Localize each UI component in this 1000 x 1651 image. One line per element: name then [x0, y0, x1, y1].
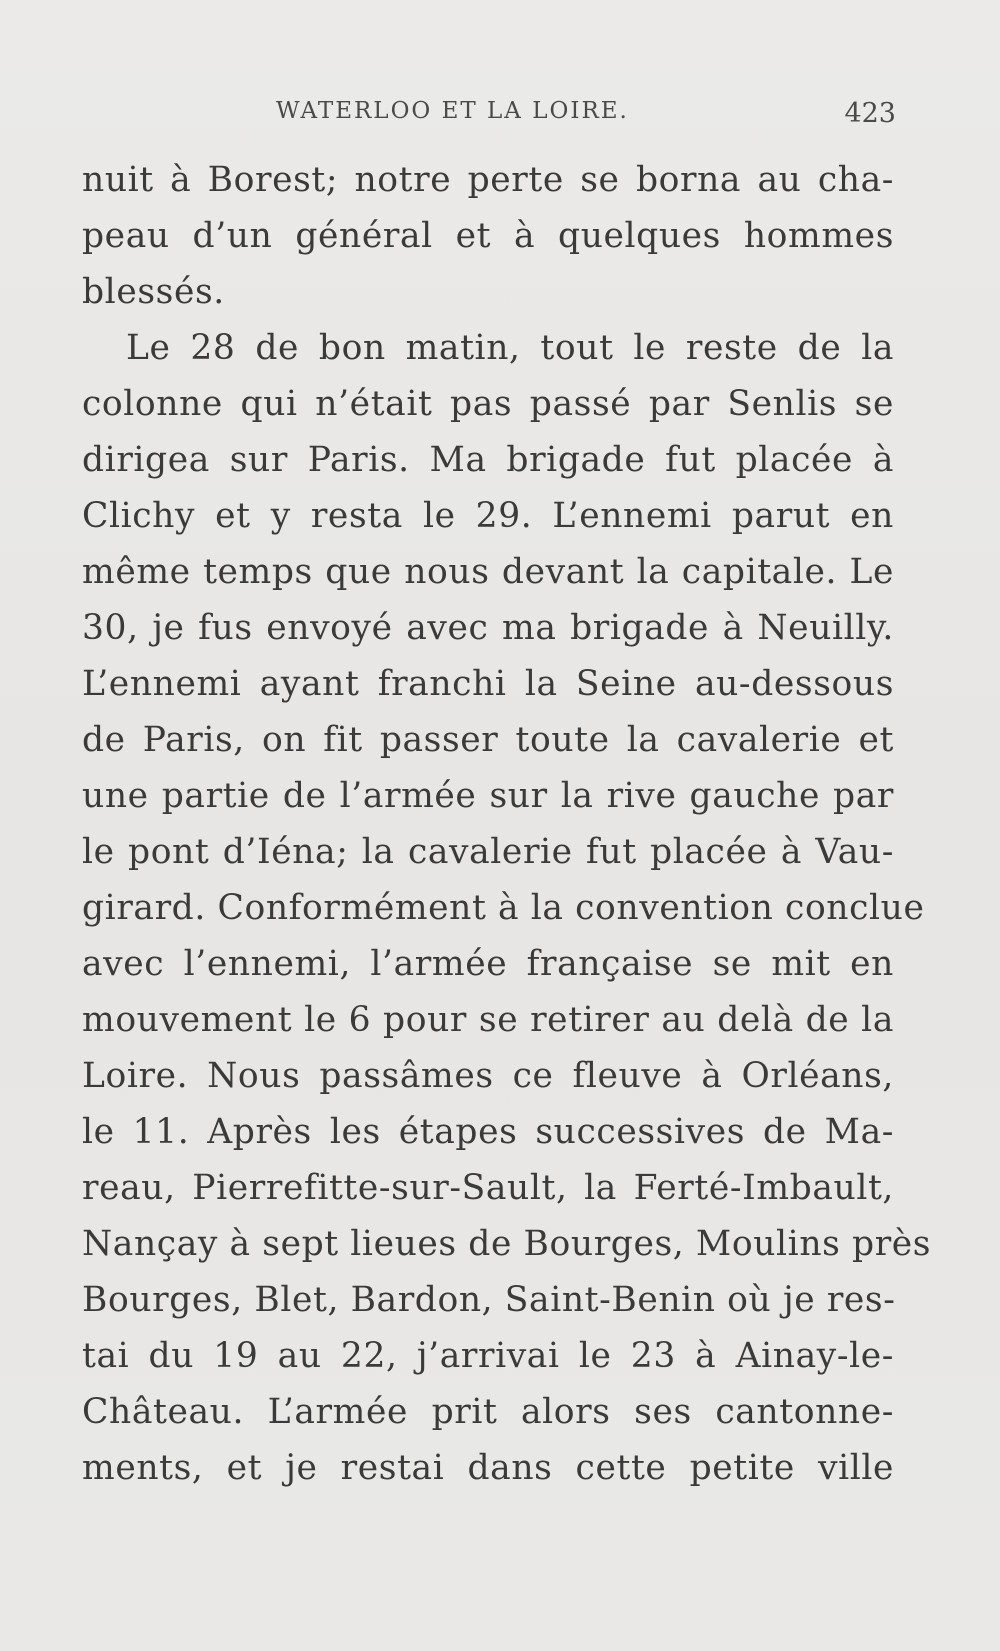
text-line: nuit à Borest; notre perte se borna au cha- — [82, 160, 894, 200]
running-title: WATERLOO ET LA LOIRE. — [276, 98, 629, 124]
text-line: reau, Pierrefitte-sur-Sault, la Ferté-Imbault, — [82, 1168, 894, 1208]
text-line: blessés. — [82, 272, 225, 312]
text-line: une partie de l’armée sur la rive gauche par — [82, 776, 894, 816]
text-line: avec l’ennemi, l’armée française se mit en — [82, 944, 894, 984]
page-number: 423 — [844, 98, 896, 129]
text-line: même temps que nous devant la capitale. Le — [82, 552, 894, 592]
text-line: L’ennemi ayant franchi la Seine au-dessous — [82, 664, 894, 704]
text-line: le 11. Après les étapes successives de Ma- — [82, 1112, 894, 1152]
text-line: Loire. Nous passâmes ce fleuve à Orléans, — [82, 1056, 894, 1096]
text-line: de Paris, on fit passer toute la cavalerie et — [82, 720, 894, 760]
text-line: tai du 19 au 22, j’arrivai le 23 à Ainay-le- — [82, 1336, 894, 1376]
text-line: ments, et je restai dans cette petite ville — [82, 1448, 894, 1488]
text-line: 30, je fus envoyé avec ma brigade à Neuilly. — [82, 608, 894, 648]
running-head — [0, 98, 1000, 138]
text-line: Nançay à sept lieues de Bourges, Moulins près — [82, 1224, 932, 1264]
text-line: Le 28 de bon matin, tout le reste de la — [126, 328, 894, 368]
text-line: girard. Conformément à la convention conclue — [82, 888, 925, 928]
text-line: Bourges, Blet, Bardon, Saint-Benin où je res- — [82, 1280, 896, 1320]
text-line: dirigea sur Paris. Ma brigade fut placée à — [82, 440, 894, 480]
text-line: le pont d’Iéna; la cavalerie fut placée à Vau- — [82, 832, 894, 872]
text-line: mouvement le 6 pour se retirer au delà de la — [82, 1000, 894, 1040]
text-line: Château. L’armée prit alors ses cantonne- — [82, 1392, 894, 1432]
text-line: colonne qui n’était pas passé par Senlis se — [82, 384, 894, 424]
body-text — [82, 152, 932, 1496]
text-line: Clichy et y resta le 29. L’ennemi parut en — [82, 496, 894, 536]
text-line: peau d’un général et à quelques hommes — [82, 216, 894, 256]
